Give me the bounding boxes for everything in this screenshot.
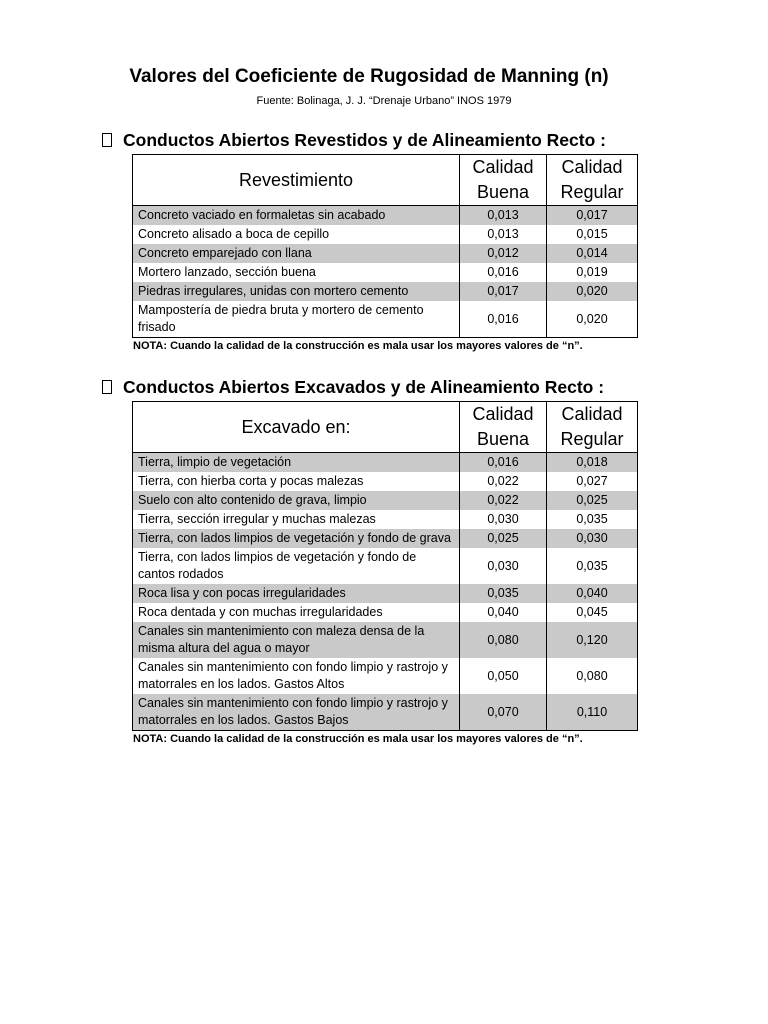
column-header-calidad-regular: Calidad Regular bbox=[547, 402, 638, 453]
value-buena: 0,016 bbox=[460, 263, 547, 282]
value-regular: 0,040 bbox=[547, 584, 638, 603]
bullet-box-icon bbox=[102, 380, 112, 394]
value-regular: 0,017 bbox=[547, 206, 638, 226]
row-label: Tierra, limpio de vegetación bbox=[133, 453, 460, 473]
table-row bbox=[133, 584, 638, 603]
table-row bbox=[133, 225, 638, 244]
value-regular: 0,080 bbox=[547, 658, 638, 694]
table-row bbox=[133, 529, 638, 548]
column-header-excavado: Excavado en: bbox=[133, 402, 460, 453]
value-buena: 0,035 bbox=[460, 584, 547, 603]
row-label: Canales sin mantenimiento con fondo limpio y rastrojo y matorrales en los lados. Gastos Altos bbox=[133, 658, 460, 694]
row-label: Tierra, con lados limpios de vegetación y fondo de cantos rodados bbox=[133, 548, 460, 584]
row-label: Mampostería de piedra bruta y mortero de cemento frisado bbox=[133, 301, 460, 338]
table-row bbox=[133, 622, 638, 658]
source-citation: Fuente: Bolinaga, J. J. “Drenaje Urbano” INOS 1979 bbox=[256, 95, 512, 107]
table-excavados bbox=[132, 401, 638, 731]
table-revestidos bbox=[132, 154, 638, 338]
table-row bbox=[133, 658, 638, 694]
value-regular: 0,120 bbox=[547, 622, 638, 658]
value-regular: 0,025 bbox=[547, 491, 638, 510]
value-regular: 0,018 bbox=[547, 453, 638, 473]
table-row bbox=[133, 453, 638, 473]
value-regular: 0,014 bbox=[547, 244, 638, 263]
value-buena: 0,013 bbox=[460, 225, 547, 244]
row-label: Concreto alisado a boca de cepillo bbox=[133, 225, 460, 244]
row-label: Tierra, con lados limpios de vegetación y fondo de grava bbox=[133, 529, 460, 548]
section-heading bbox=[100, 129, 640, 151]
value-buena: 0,013 bbox=[460, 206, 547, 226]
row-label: Tierra, con hierba corta y pocas malezas bbox=[133, 472, 460, 491]
table-row bbox=[133, 603, 638, 622]
table-note: NOTA: Cuando la calidad de la construcción es mala usar los mayores valores de “n”. bbox=[133, 340, 583, 352]
value-buena: 0,030 bbox=[460, 548, 547, 584]
table-row bbox=[133, 282, 638, 301]
section-revestidos bbox=[100, 129, 640, 352]
column-header-calidad-buena: Calidad Buena bbox=[460, 402, 547, 453]
value-buena: 0,030 bbox=[460, 510, 547, 529]
table-row bbox=[133, 694, 638, 731]
value-buena: 0,050 bbox=[460, 658, 547, 694]
row-label: Mortero lanzado, sección buena bbox=[133, 263, 460, 282]
value-regular: 0,035 bbox=[547, 510, 638, 529]
value-buena: 0,080 bbox=[460, 622, 547, 658]
row-label: Suelo con alto contenido de grava, limpio bbox=[133, 491, 460, 510]
value-buena: 0,025 bbox=[460, 529, 547, 548]
value-regular: 0,045 bbox=[547, 603, 638, 622]
value-buena: 0,017 bbox=[460, 282, 547, 301]
value-buena: 0,016 bbox=[460, 453, 547, 473]
value-buena: 0,040 bbox=[460, 603, 547, 622]
value-buena: 0,016 bbox=[460, 301, 547, 338]
column-header-calidad-buena: Calidad Buena bbox=[460, 155, 547, 206]
table-row bbox=[133, 301, 638, 338]
row-label: Canales sin mantenimiento con fondo limpio y rastrojo y matorrales en los lados. Gastos Bajos bbox=[133, 694, 460, 731]
section-heading-text: Conductos Abiertos Revestidos y de Alineamiento Recto : bbox=[123, 129, 606, 150]
row-label: Piedras irregulares, unidas con mortero cemento bbox=[133, 282, 460, 301]
row-label: Roca lisa y con pocas irregularidades bbox=[133, 584, 460, 603]
row-label: Tierra, sección irregular y muchas malezas bbox=[133, 510, 460, 529]
value-buena: 0,012 bbox=[460, 244, 547, 263]
section-heading-text: Conductos Abiertos Excavados y de Alineamiento Recto : bbox=[123, 376, 605, 397]
table-row bbox=[133, 206, 638, 226]
row-label: Roca dentada y con muchas irregularidades bbox=[133, 603, 460, 622]
value-regular: 0,035 bbox=[547, 548, 638, 584]
table-row bbox=[133, 263, 638, 282]
table-row bbox=[133, 491, 638, 510]
row-label: Canales sin mantenimiento con maleza densa de la misma altura del agua o mayor bbox=[133, 622, 460, 658]
value-regular: 0,027 bbox=[547, 472, 638, 491]
value-regular: 0,030 bbox=[547, 529, 638, 548]
value-regular: 0,020 bbox=[547, 282, 638, 301]
value-buena: 0,022 bbox=[460, 491, 547, 510]
value-regular: 0,015 bbox=[547, 225, 638, 244]
row-label: Concreto vaciado en formaletas sin acabado bbox=[133, 206, 460, 226]
value-regular: 0,019 bbox=[547, 263, 638, 282]
table-header-row bbox=[133, 402, 638, 453]
table-row bbox=[133, 472, 638, 491]
value-buena: 0,070 bbox=[460, 694, 547, 731]
table-row bbox=[133, 548, 638, 584]
column-header-calidad-regular: Calidad Regular bbox=[547, 155, 638, 206]
table-row bbox=[133, 244, 638, 263]
section-heading bbox=[100, 376, 640, 398]
column-header-revestimiento: Revestimiento bbox=[133, 155, 460, 206]
value-regular: 0,110 bbox=[547, 694, 638, 731]
row-label: Concreto emparejado con llana bbox=[133, 244, 460, 263]
section-excavados bbox=[100, 376, 640, 745]
page-title: Valores del Coeficiente de Rugosidad de Manning (n) bbox=[129, 66, 609, 87]
value-regular: 0,020 bbox=[547, 301, 638, 338]
value-buena: 0,022 bbox=[460, 472, 547, 491]
bullet-box-icon bbox=[102, 133, 112, 147]
table-header-row bbox=[133, 155, 638, 206]
table-note: NOTA: Cuando la calidad de la construcción es mala usar los mayores valores de “n”. bbox=[133, 733, 583, 745]
table-row bbox=[133, 510, 638, 529]
